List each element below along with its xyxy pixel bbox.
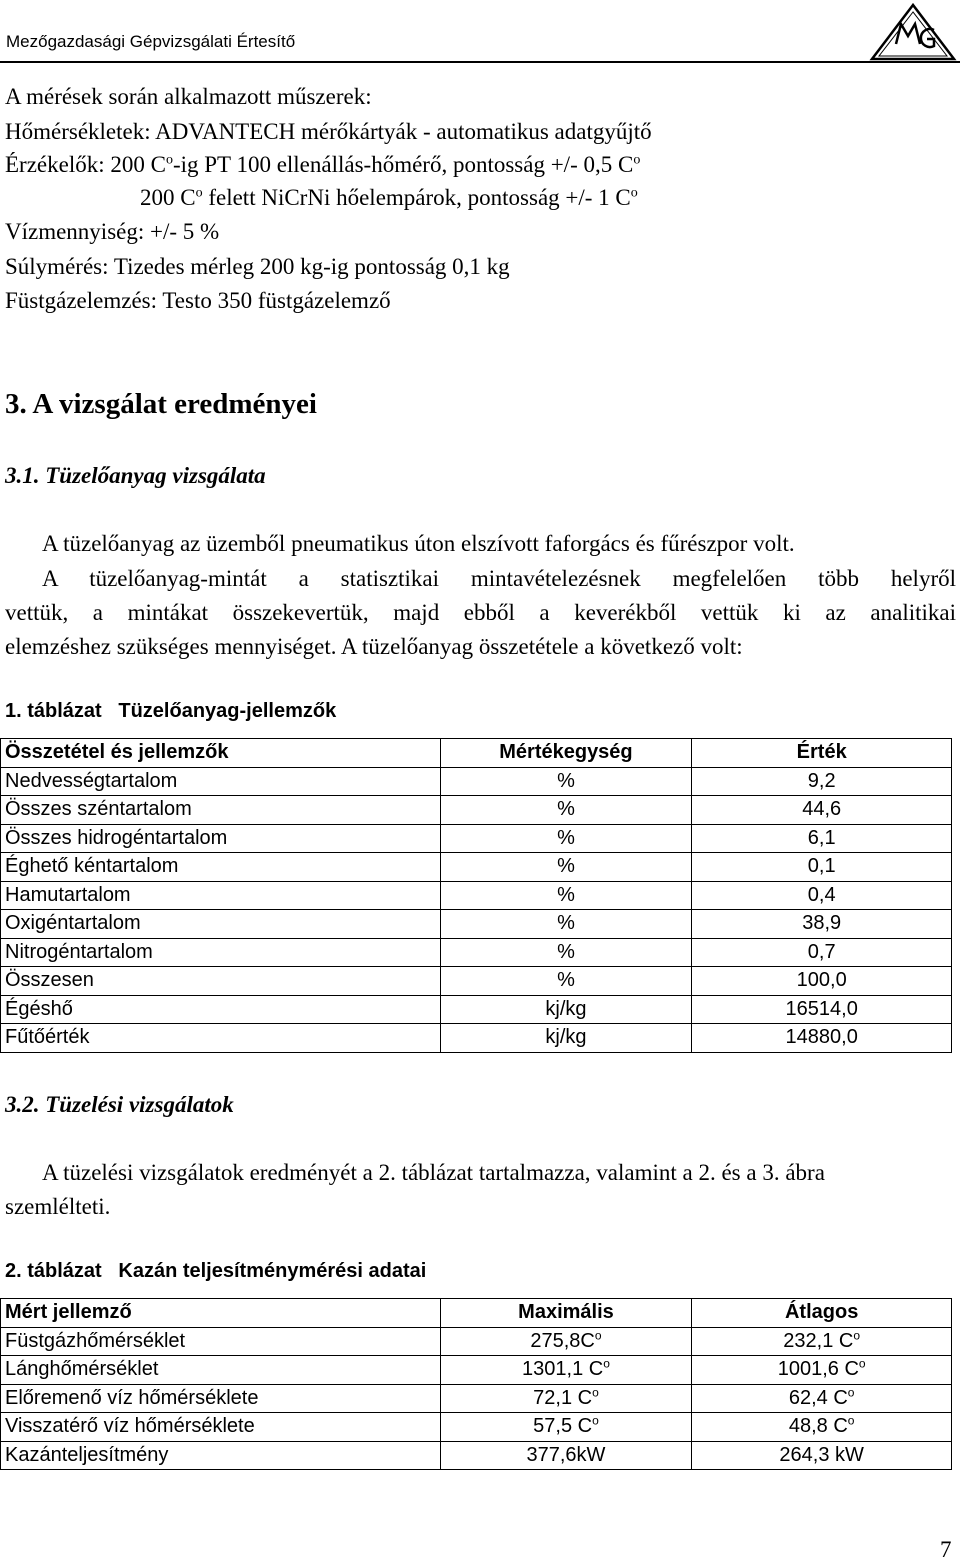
table-cell: Hamutartalom <box>1 881 441 910</box>
table-row <box>1 767 952 796</box>
table-cell: 62,4 $C^o$ <box>692 1384 952 1413</box>
table-cell: % <box>440 767 692 796</box>
instrument-water: Vízmennyiség: +/- 5 % <box>5 219 220 244</box>
table-row <box>1 881 952 910</box>
table-cell: kj/kg <box>440 995 692 1024</box>
table-cell: Összes hidrogéntartalom <box>1 824 441 853</box>
table-cell: Fűtőérték <box>1 1024 441 1053</box>
fuel-properties-table <box>0 738 952 1053</box>
table-caption: 2. táblázat Kazán teljesítménymérési adatai <box>5 1260 427 1282</box>
table-row <box>1 967 952 996</box>
table-row <box>1 1327 952 1356</box>
table-header-cell: Összetétel és jellemzők <box>1 739 441 768</box>
table-cell: 1001,6 $C^o$ <box>692 1356 952 1385</box>
table-cell: Oxigéntartalom <box>1 910 441 939</box>
table-cell: 72,1 $C^o$ <box>440 1384 692 1413</box>
table-header-cell: Mértékegység <box>440 739 692 768</box>
table-cell: Előremenő víz hőmérséklete <box>1 1384 441 1413</box>
table-header-row <box>1 1299 952 1328</box>
table-row <box>1 1384 952 1413</box>
table-cell: % <box>440 910 692 939</box>
table-row <box>1 910 952 939</box>
table-row <box>1 995 952 1024</box>
table-caption: 1. táblázat Tüzelőanyag-jellemzők <box>5 700 337 722</box>
instrument-weight: Súlymérés: Tizedes mérleg 200 kg-ig pontosság 0,1 kg <box>5 254 510 279</box>
table-cell: Éghető kéntartalom <box>1 853 441 882</box>
paragraph: A tüzelőanyag az üzemből pneumatikus úton elszívott faforgács és fűrészpor volt. <box>42 531 795 556</box>
boiler-performance-table <box>0 1298 952 1470</box>
table-cell: Égéshő <box>1 995 441 1024</box>
table-cell: Összesen <box>1 967 441 996</box>
table-cell: Visszatérő víz hőmérséklete <box>1 1413 441 1442</box>
table-row <box>1 1441 952 1470</box>
table-cell: % <box>440 824 692 853</box>
table-cell: 264,3 kW <box>692 1441 952 1470</box>
table-cell: 0,4 <box>692 881 952 910</box>
paragraph-line: vettük, a mintákat összekevertük, majd ebből a keverékből vettük ki az analitikai <box>5 600 956 625</box>
table-cell: 1301,1 $C^o$ <box>440 1356 692 1385</box>
paragraph-line: elemzéshez szükséges mennyiséget. A tüzelőanyag összetétele a következő volt: <box>5 634 743 659</box>
table-cell: % <box>440 796 692 825</box>
table-cell: 100,0 <box>692 967 952 996</box>
instrument-temperature: Hőmérsékletek: ADVANTECH mérőkártyák - automatikus adatgyűjtő <box>5 119 652 144</box>
table-cell: 48,8 $C^o$ <box>692 1413 952 1442</box>
table-cell: Lánghőmérséklet <box>1 1356 441 1385</box>
table-header-cell: Érték <box>692 739 952 768</box>
table-cell: Füstgázhőmérséklet <box>1 1327 441 1356</box>
paragraph-line: A tüzelési vizsgálatok eredményét a 2. táblázat tartalmazza, valamint a 2. és a 3. ábra <box>42 1160 825 1185</box>
table-cell: 14880,0 <box>692 1024 952 1053</box>
table-row <box>1 1024 952 1053</box>
header-rule <box>0 61 960 63</box>
table-cell: Nitrogéntartalom <box>1 938 441 967</box>
table-row <box>1 1356 952 1385</box>
table-cell: % <box>440 881 692 910</box>
table-header-cell: Maximális <box>440 1299 692 1328</box>
subsection-heading: 3.2. Tüzelési vizsgálatok <box>5 1092 234 1117</box>
section-heading: 3. A vizsgálat eredményei <box>5 388 317 420</box>
paragraph-line: A tüzelőanyag-mintát a statisztikai mintavételezésnek megfelelően több helyről <box>42 566 956 591</box>
table-cell: 57,5 $C^o$ <box>440 1413 692 1442</box>
table-row <box>1 1413 952 1442</box>
table-row <box>1 824 952 853</box>
table-cell: Kazánteljesítmény <box>1 1441 441 1470</box>
table-cell: 0,7 <box>692 938 952 967</box>
table-header-row <box>1 739 952 768</box>
table-header-cell: Mért jellemző <box>1 1299 441 1328</box>
table-cell: 38,9 <box>692 910 952 939</box>
table-row <box>1 796 952 825</box>
table-cell: 377,6kW <box>440 1441 692 1470</box>
instruments-title: A mérések során alkalmazott műszerek: <box>5 84 372 109</box>
page-number: 7 <box>940 1537 952 1562</box>
table-cell: 16514,0 <box>692 995 952 1024</box>
subsection-heading: 3.1. Tüzelőanyag vizsgálata <box>5 463 266 488</box>
instrument-sensor-2: 200 $C^o$ felett NiCrNi hőelempárok, pontosság +/- 1 $C^o$ <box>140 185 638 210</box>
table-cell: 44,6 <box>692 796 952 825</box>
table-cell: 232,1 $C^o$ <box>692 1327 952 1356</box>
table-cell: $275,8C^o$ <box>440 1327 692 1356</box>
running-header: Mezőgazdasági Gépvizsgálati Értesítő <box>6 32 296 51</box>
table-cell: kj/kg <box>440 1024 692 1053</box>
mgi-logo-icon <box>868 2 958 62</box>
table-cell: Összes széntartalom <box>1 796 441 825</box>
table-header-cell: Átlagos <box>692 1299 952 1328</box>
table-cell: 9,2 <box>692 767 952 796</box>
table-row <box>1 938 952 967</box>
paragraph-line: szemlélteti. <box>5 1194 111 1219</box>
table-cell: Nedvességtartalom <box>1 767 441 796</box>
table-cell: % <box>440 853 692 882</box>
table-cell: 0,1 <box>692 853 952 882</box>
table-cell: % <box>440 967 692 996</box>
table-cell: % <box>440 938 692 967</box>
table-row <box>1 853 952 882</box>
instrument-sensor-1: Érzékelők: 200 $C^o-ig$ PT 100 ellenállás-hőmérő, pontosság +/- 0,5 $C^o$ <box>5 152 641 177</box>
instrument-flue-gas: Füstgázelemzés: Testo 350 füstgázelemző <box>5 288 391 313</box>
table-cell: 6,1 <box>692 824 952 853</box>
